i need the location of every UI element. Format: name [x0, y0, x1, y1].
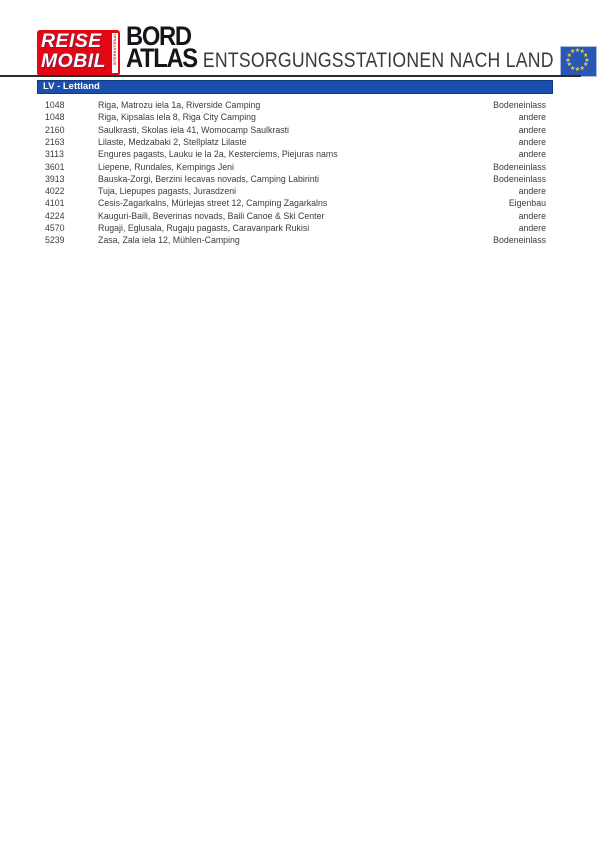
table-row — [0, 197, 600, 209]
reisemobil-international-label: INTERNATIONAL — [113, 33, 117, 66]
cell-address: Bauska-Zorgi, Berzini Iecavas novads, Camping Labirinti — [98, 173, 320, 184]
cell-id: 5239 — [45, 235, 65, 246]
table-row — [0, 136, 600, 148]
table-row — [0, 210, 600, 222]
stations-table — [0, 99, 600, 259]
table-row — [0, 161, 600, 173]
cell-address: Cesis-Zagarkalns, Mürlejas street 12, Camping Zagarkalns — [98, 198, 328, 209]
eu-star-icon: ★ — [583, 62, 589, 69]
table-row — [0, 173, 600, 185]
country-section-bar — [37, 80, 553, 94]
cell-id: 2163 — [45, 136, 65, 147]
eu-star-icon: ★ — [583, 52, 589, 59]
cell-id: 4570 — [45, 223, 65, 233]
reisemobil-line2: MOBIL — [41, 51, 106, 72]
cell-address: Liepene, Rundales, Kempings Jeni — [98, 161, 234, 172]
reisemobil-logo — [37, 30, 120, 76]
bordatlas-logo — [126, 21, 197, 73]
reisemobil-line1: REISE — [41, 31, 102, 52]
eu-star-icon: ★ — [579, 65, 585, 72]
cell-type: Bodeneinlass — [493, 161, 546, 172]
eu-star-icon: ★ — [566, 52, 572, 59]
eu-star-icon: ★ — [574, 67, 581, 73]
table-row — [0, 99, 600, 111]
reisemobil-international-strip — [112, 33, 118, 73]
cell-type: Bodeneinlass — [493, 100, 546, 110]
cell-type: andere — [518, 124, 546, 135]
cell-address: Engures pagasts, Lauku ie la 2a, Kesterciems, Piejuras nams — [98, 149, 338, 160]
cell-id: 4101 — [45, 198, 65, 209]
cell-address: Zasa, Zala iela 12, Mühlen-Camping — [98, 235, 240, 246]
cell-type: andere — [518, 210, 546, 221]
eu-star-icon: ★ — [584, 57, 590, 64]
cell-id: 4022 — [45, 186, 65, 197]
cell-id: 1048 — [45, 100, 65, 110]
cell-id: 1048 — [45, 112, 65, 123]
cell-id: 4224 — [45, 210, 65, 221]
table-row — [0, 234, 600, 246]
eu-star-icon: ★ — [566, 62, 572, 69]
eu-star-icon: ★ — [574, 48, 581, 54]
cell-address: Rugaji, Eglusala, Rugaju pagasts, Caravanpark Rukisi — [98, 223, 310, 233]
cell-address: Tuja, Liepupes pagasts, Jurasdzeni — [98, 186, 237, 197]
cell-address: Lilaste, Medzabaki 2, Stellplatz Lilaste — [98, 136, 247, 147]
country-section-label: LV - Lettland — [43, 81, 100, 92]
cell-address: Riga, Matrozu iela 1a, Riverside Camping — [98, 100, 261, 110]
cell-address: Saulkrasti, Skolas iela 41, Womocamp Saulkrasti — [98, 124, 290, 135]
cell-type: Eigenbau — [508, 198, 546, 209]
table-row — [0, 185, 600, 197]
cell-id: 3601 — [45, 161, 65, 172]
table-row — [0, 222, 600, 234]
bordatlas-line1: BORD — [126, 21, 191, 51]
table-row — [0, 111, 600, 123]
table-row — [0, 124, 600, 136]
bordatlas-line2: ATLAS — [126, 42, 197, 73]
cell-type: andere — [518, 223, 546, 233]
cell-type: Bodeneinlass — [493, 235, 546, 246]
cell-id: 3113 — [45, 149, 64, 160]
cell-address: Kauguri-Baili, Beverinas novads, Baili Canoe & Ski Center — [98, 210, 325, 221]
eu-star-icon: ★ — [570, 49, 576, 56]
cell-type: andere — [518, 136, 546, 147]
table-row — [0, 148, 600, 160]
header-divider — [0, 75, 581, 77]
eu-star-icon: ★ — [579, 49, 585, 56]
cell-id: 2160 — [45, 124, 65, 135]
cell-type: andere — [518, 149, 546, 160]
eu-star-icon: ★ — [565, 57, 571, 64]
cell-id: 3913 — [45, 173, 65, 184]
page-title: ENTSORGUNGSSTATIONEN NACH LAND — [203, 49, 554, 72]
cell-type: andere — [518, 112, 546, 123]
eu-flag-stars — [561, 47, 596, 76]
eu-flag-icon — [560, 46, 597, 77]
reisemobil-logo-text — [41, 32, 106, 72]
cell-type: andere — [518, 186, 546, 197]
cell-type: Bodeneinlass — [493, 173, 546, 184]
eu-star-icon: ★ — [570, 65, 576, 72]
cell-address: Riga, Kipsalas iela 8, Riga City Camping — [98, 112, 256, 123]
